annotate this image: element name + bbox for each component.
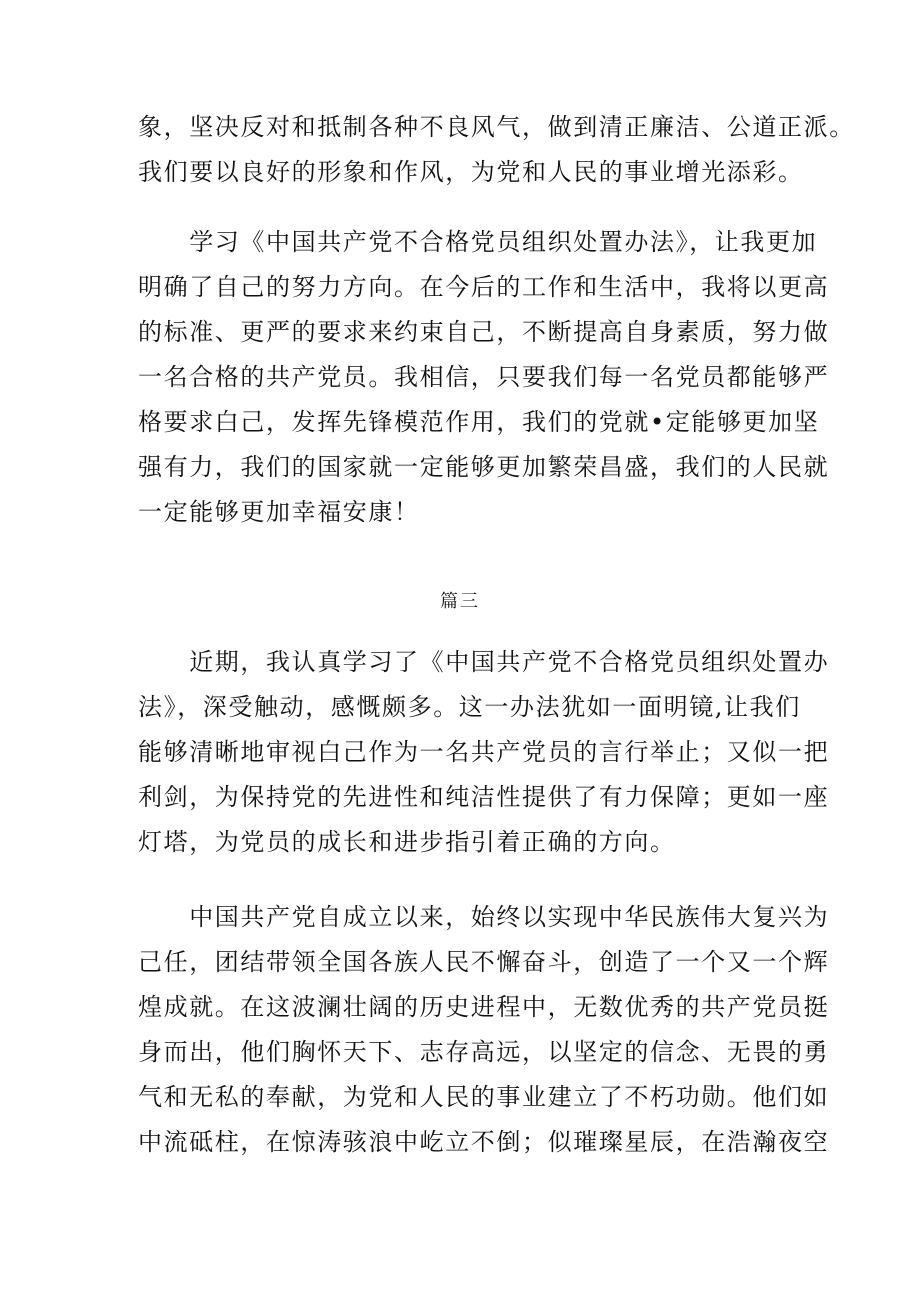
text-line: 格要求白己，发挥先锋模范作用，我们的党就•定能够更加坚: [138, 408, 820, 436]
text-line: 一定能够更加幸福安康！: [138, 498, 420, 526]
text-line: 学习《中国共产党不合格党员组织处置办法》，让我更加: [138, 228, 818, 256]
paragraph-2: [138, 220, 830, 535]
text-line: 强有力，我们的国家就一定能够更加繁荣昌盛，我们的人民就: [138, 453, 830, 481]
text-line: 能够清晰地审视白己作为一名共产党员的言行举止；又似一把: [138, 738, 830, 766]
text-line: 象，坚决反对和抵制各种不良风气，做到清正廉洁、公道正派。: [138, 113, 855, 141]
text-line: 的标准、更严的要求来约束自己，不断提高自身素质，努力做: [138, 318, 830, 346]
text-line: 煌成就。在这波澜壮阔的历史进程中，无数优秀的共产党员挺: [138, 993, 830, 1021]
text-line: 中国共产党自成立以来，始终以实现中华民族伟大复兴为: [138, 903, 830, 931]
text-line: 明确了自己的努力方向。在今后的工作和生活中，我将以更高: [138, 273, 830, 301]
paragraph-1: [138, 105, 855, 195]
text-line: 中流砥柱，在惊涛骇浪中屹立不倒；似璀璨星辰，在浩瀚夜空: [138, 1128, 830, 1156]
paragraph-4: [138, 895, 830, 1165]
text-line: 灯塔，为党员的成长和进步指引着正确的方向。: [138, 828, 676, 856]
text-line: 身而出，他们胸怀天下、志存高远，以坚定的信念、无畏的勇: [138, 1038, 830, 1066]
text-line: 法》，深受触动，感慨颇多。这一办法犹如一面明镜,让我们: [138, 693, 801, 721]
section-heading: 篇三: [440, 591, 480, 612]
paragraph-3: [138, 640, 830, 865]
text-line: 近期，我认真学习了《中国共产党不合格党员组织处置办: [138, 648, 830, 676]
text-line: 一名合格的共产党员。我相信，只要我们每一名党员都能够严: [138, 363, 830, 391]
text-line: 气和无私的奉献，为党和人民的事业建立了不朽功勋。他们如: [138, 1083, 830, 1111]
text-line: 己任，团结带领全国各族人民不懈奋斗，创造了一个又一个辉: [138, 948, 830, 976]
text-line: 利剑，为保持党的先进性和纯洁性提供了有力保障；更如一座: [138, 783, 830, 811]
text-line: 我们要以良好的形象和作风，为党和人民的事业增光添彩。: [138, 158, 804, 186]
